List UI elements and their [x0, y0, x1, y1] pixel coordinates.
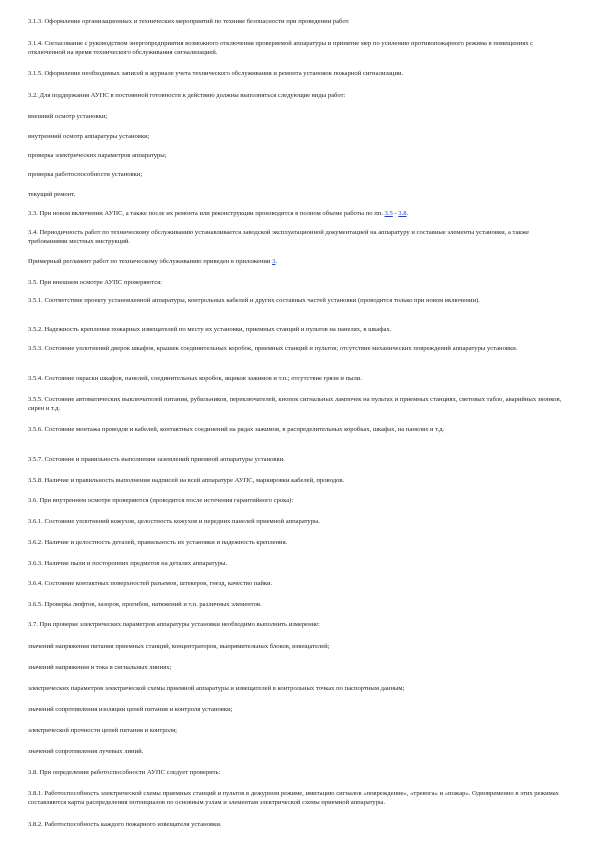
paragraph-text: 3.5. При внешнем осмотре АУПС проверяются: — [28, 279, 163, 286]
paragraph — [28, 375, 568, 384]
paragraph — [28, 560, 568, 569]
paragraph — [28, 92, 568, 101]
paragraph-text: 3.5.8. Наличие и правильность выполнения надписей на всей аппаратуре АУПС, маркировки кабелей, проводов. — [28, 477, 345, 484]
paragraph-text: 3.8.2. Работоспособность каждого пожарного извещателя установки. — [28, 821, 222, 828]
paragraph-text: 3.8. При определении работоспособности АУПС следует проверить: — [28, 769, 221, 776]
section-reference-link[interactable]: 3 — [272, 258, 276, 265]
paragraph-text: Примерный регламент работ по техническому обслуживанию приведен в приложении — [28, 258, 273, 265]
paragraph-text: 3.6.2. Наличие и целостность деталей, правильность их установки и надежность крепления. — [28, 539, 288, 546]
paragraph — [28, 229, 568, 247]
paragraph-text: проверка работоспособности установки; — [28, 171, 143, 178]
paragraph-text: значений сопротивления изоляции цепей питания и контроля установки; — [28, 706, 233, 713]
paragraph — [28, 210, 568, 219]
paragraph — [28, 70, 568, 79]
paragraph — [28, 191, 568, 200]
paragraph — [28, 326, 568, 335]
paragraph — [28, 396, 568, 414]
paragraph-text: 3.5.3. Состояние уплотнений дверок шкафов, крышек соединительных коробок, приемных станций и пультов; отсутствие механических повреждений аппаратуры установки. — [28, 345, 518, 352]
paragraph-text: 3.3. При новом включении АУПС, а также после их ремонта или реконструкции производится в полном объеме работы по пп. — [28, 210, 385, 217]
paragraph — [28, 345, 568, 354]
paragraph-text: 3.5.6. Состояние монтажа проводов и кабелей, контактных соединений на рядах зажимов, в распределительных коробках, шкафах, на панелях и т.д. — [28, 426, 445, 433]
paragraph-text: 3.8.1. Работоспособность электрической схемы приемных станций и пультов в дежурном режиме, имитацию сигналов «повреждение», «тревога» и «пожар». Одновременно в этих режимах составляются карты распределения потенциалов по основным узлам и элементам электрической схемы приемной аппаратуры. — [28, 790, 559, 806]
paragraph-text: 3.2. Для поддержания АУПС в постоянной готовности к действию должны выполняться следующие виды работ: — [28, 92, 346, 99]
paragraph — [28, 113, 568, 122]
paragraph-text: 3.1.3. Оформление организационных и технических мероприятий по технике безопасности при проведении работ. — [28, 18, 350, 25]
paragraph — [28, 258, 568, 267]
paragraph — [28, 821, 568, 830]
section-reference-link[interactable]: 3.8 — [398, 210, 407, 217]
paragraph — [28, 18, 568, 27]
paragraph-text: 3.6.5. Проверка люфтов, зазоров, прогибов, натяжений и т.п. различных элементов. — [28, 601, 262, 608]
range-separator: - — [392, 210, 399, 217]
paragraph-text: внутренний осмотр аппаратуры установки; — [28, 133, 150, 140]
paragraph-text: 3.4. Периодичность работ по техническому обслуживанию устанавливается заводской эксплуатационной документацией на аппаратуру и составные элементы установки, а также требованиями местных инструкций. — [28, 229, 530, 245]
paragraph-text: электрических параметров электрической схемы приемной аппаратуры и извещателей в контрольных точках по паспортным данным; — [28, 685, 405, 692]
paragraph — [28, 456, 568, 465]
paragraph — [28, 426, 568, 435]
paragraph — [28, 601, 568, 610]
paragraph-text: текущий ремонт. — [28, 191, 76, 198]
paragraph-text: 3.1.4. Согласование с руководством энергопредприятия возможного отключения проверяемой аппаратуры и принятие мер по усилению противопожарного режима в помещениях с отключенной на время технического обслуживания сигнализацией. — [28, 40, 534, 56]
paragraph-text: электрической прочности цепей питания и контроля; — [28, 727, 178, 734]
paragraph-text-end: . — [406, 210, 409, 217]
paragraph — [28, 497, 568, 506]
paragraph-text: 3.7. При проверке электрических параметров аппаратуры установки необходимо выполнить измерение: — [28, 621, 320, 628]
paragraph-text: 3.6. При внутреннем осмотре проверяются (проводится после истечения гарантийного срока): — [28, 497, 294, 504]
paragraph-text: проверка электрических параметров аппаратуры; — [28, 152, 167, 159]
paragraph — [28, 621, 568, 630]
paragraph — [28, 152, 568, 161]
paragraph-text-end: . — [275, 258, 278, 265]
paragraph-text: 3.1.5. Оформление необходимых записей в журнале учета технического обслуживания и ремонта установок пожарной сигнализации. — [28, 70, 404, 77]
paragraph — [28, 171, 568, 180]
paragraph — [28, 477, 568, 486]
paragraph — [28, 727, 568, 736]
paragraph-text: значений напряжения питания приемных станций, концентраторов, выпрямительных блоков, извещателей; — [28, 643, 330, 650]
paragraph-text: 3.5.1. Соответствие проекту установленной аппаратуры, контрольных кабелей и других составных частей установки (проводится только при новом включении). — [28, 297, 480, 304]
paragraph — [28, 279, 568, 288]
paragraph — [28, 664, 568, 673]
paragraph — [28, 706, 568, 715]
paragraph-text: значений сопротивления лучевых линий. — [28, 748, 144, 755]
paragraph — [28, 643, 568, 652]
paragraph-text: внешний осмотр установки; — [28, 113, 108, 120]
paragraph — [28, 133, 568, 142]
paragraph — [28, 685, 568, 694]
paragraph-text: 3.5.4. Состояние окраски шкафов, панелей, соединительных коробок, ящиков зажимов и т.п.; отсутствие грязи и пыли. — [28, 375, 362, 382]
paragraph-text: 3.5.7. Состояние и правильность выполнения заземлений приемной аппаратуры установки. — [28, 456, 285, 463]
paragraph — [28, 748, 568, 757]
paragraph — [28, 769, 568, 778]
paragraph — [28, 580, 568, 589]
paragraph-text: 3.6.3. Наличие пыли и посторонних предметов на деталях аппаратуры. — [28, 560, 228, 567]
paragraph — [28, 297, 568, 306]
paragraph-text: 3.6.4. Состояние контактных поверхностей разъемов, штекеров, гнезд, качество пайки. — [28, 580, 273, 587]
paragraph-text: 3.6.1. Состояние уплотнений кожухов, целостность кожухов и передних панелей приемной аппаратуры. — [28, 518, 321, 525]
paragraph-text: 3.5.5. Состояние автоматических выключателей питания, рубильников, переключателей, кнопок сигнальных лампочек на пультах и приемных станциях, световых табло, аварийных звонков, сирен и т.д. — [28, 396, 562, 412]
paragraph-text: 3.5.2. Надежность крепления пожарных извещателей по месту их установки, приемных станций и пультов на панелях, в шкафах. — [28, 326, 392, 333]
paragraph — [28, 40, 568, 58]
paragraph-text: значений напряжения и тока в сигнальных линиях; — [28, 664, 172, 671]
paragraph — [28, 790, 568, 808]
paragraph — [28, 539, 568, 548]
section-reference-link[interactable]: 3.5 — [384, 210, 393, 217]
paragraph — [28, 518, 568, 527]
